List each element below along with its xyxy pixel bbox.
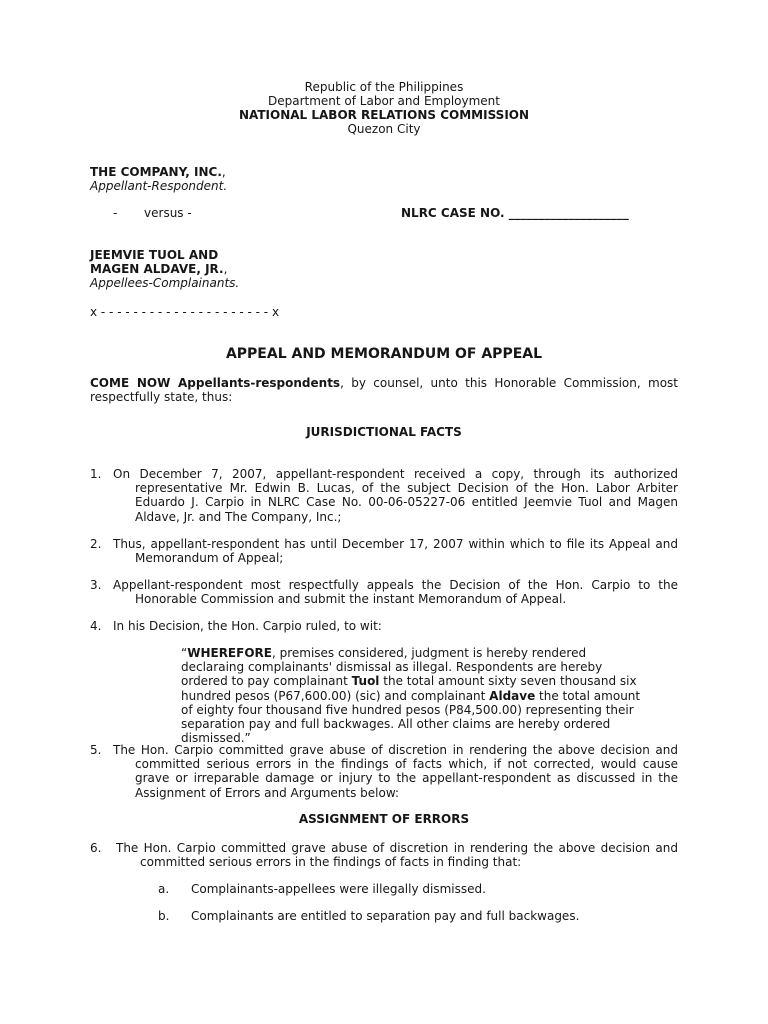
quote-text-1: , premises considered, judgment is hereby rendered declaraing complainants' dismissal as illegal. Respondents are hereby ordered to pay complainant [181,646,603,689]
appellees-role: Appellees-Complainants. [90,276,240,290]
appellant-party [90,165,227,193]
appellant-comma: , [221,165,226,179]
sub-item-letter: a. [158,882,170,896]
appellees-party [90,248,239,290]
versus-label: - versus - [113,206,192,220]
section-heading-jurisdictional: JURISDICTIONAL FACTS [306,425,462,439]
appellant-role: Appellant-Respondent. [90,179,228,193]
item-text: In his Decision, the Hon. Carpio ruled, to wit: [113,619,382,633]
item-text: The Hon. Carpio committed grave abuse of discretion in rendering the above decision and committed serious errors in the findings of facts which, if not corrected, would cause grave or irreparable damage or injury to the appellant-respondent as discussed in the Assignment of Errors and Arguments below: [113,743,678,800]
appellees-name-line2: MAGEN ALDAVE, JR. [90,262,224,276]
list-item [90,619,678,633]
quote-text-2: the total amount sixty seven thousand six hundred pesos (P67,600.00) (sic) and complainant [181,674,637,703]
list-item [90,537,678,565]
intro-text: , by counsel, unto this Honorable Commission, most respectfully state, thus: [90,376,679,405]
header-commission: NATIONAL LABOR RELATIONS COMMISSION [238,108,530,122]
document-header [0,80,768,136]
list-item [90,743,678,800]
quote-open-mark: “ [181,646,188,660]
header-department: Department of Labor and Employment [268,94,500,108]
section-heading-assignment: ASSIGNMENT OF ERRORS [298,812,470,826]
item-text: The Hon. Carpio committed grave abuse of discretion in rendering the above decision and committed serious errors in the findings of facts in finding that: [116,841,678,870]
quote-tuol: Tuol [351,674,380,689]
item-number: 2. [90,537,102,551]
quote-text-3: the total amount of eighty four thousand five hundred pesos (P84,500.00) representing their separation pay and full backwages. All other claims are hereby ordered dismissed.” [181,688,641,746]
header-city: Quezon City [347,122,421,136]
caption-separator: x - - - - - - - - - - - - - - - - - - - - - x [90,305,280,319]
decision-quote [181,646,647,745]
item-number: 6. [90,841,102,855]
case-number-field: NLRC CASE NO. ____________________ [401,206,629,220]
intro-bold: COME NOW Appellants-respondents [90,376,341,390]
list-item [90,467,678,524]
item-number: 3. [90,578,102,592]
item-number: 4. [90,619,102,633]
sub-item-text: Complainants-appellees were illegally dismissed. [191,882,486,896]
list-item [90,578,678,606]
intro-paragraph [90,376,678,404]
item-text: Appellant-respondent most respectfully appeals the Decision of the Hon. Carpio to the Honorable Commission and submit the instant Memorandum of Appeal. [113,578,678,607]
appellant-name: THE COMPANY, INC. [90,165,222,179]
item-text: Thus, appellant-respondent has until December 17, 2007 within which to file its Appeal and Memorandum of Appeal; [113,537,678,566]
quote-aldave: Aldave [489,688,536,703]
list-item [90,841,678,869]
appellees-name-line1: JEEMVIE TUOL AND [90,248,219,262]
sub-item-letter: b. [158,909,170,923]
item-number: 5. [90,743,102,757]
item-text: On December 7, 2007, appellant-respondent received a copy, through its authorized representative Mr. Edwin B. Lucas, of the subject Decision of the Hon. Labor Arbiter Eduardo J. Carpio in NLRC Case No. 00-06-05227-06 entitled Jeemvie Tuol and Magen Aldave, Jr. and The Company, Inc.; [113,467,678,524]
sub-item-text: Complainants are entitled to separation pay and full backwages. [191,909,580,923]
document-title: APPEAL AND MEMORANDUM OF APPEAL [225,346,543,362]
header-republic: Republic of the Philippines [304,80,464,94]
item-number: 1. [90,467,102,481]
appellees-comma: , [223,262,228,276]
quote-wherefore: WHEREFORE [187,646,272,660]
